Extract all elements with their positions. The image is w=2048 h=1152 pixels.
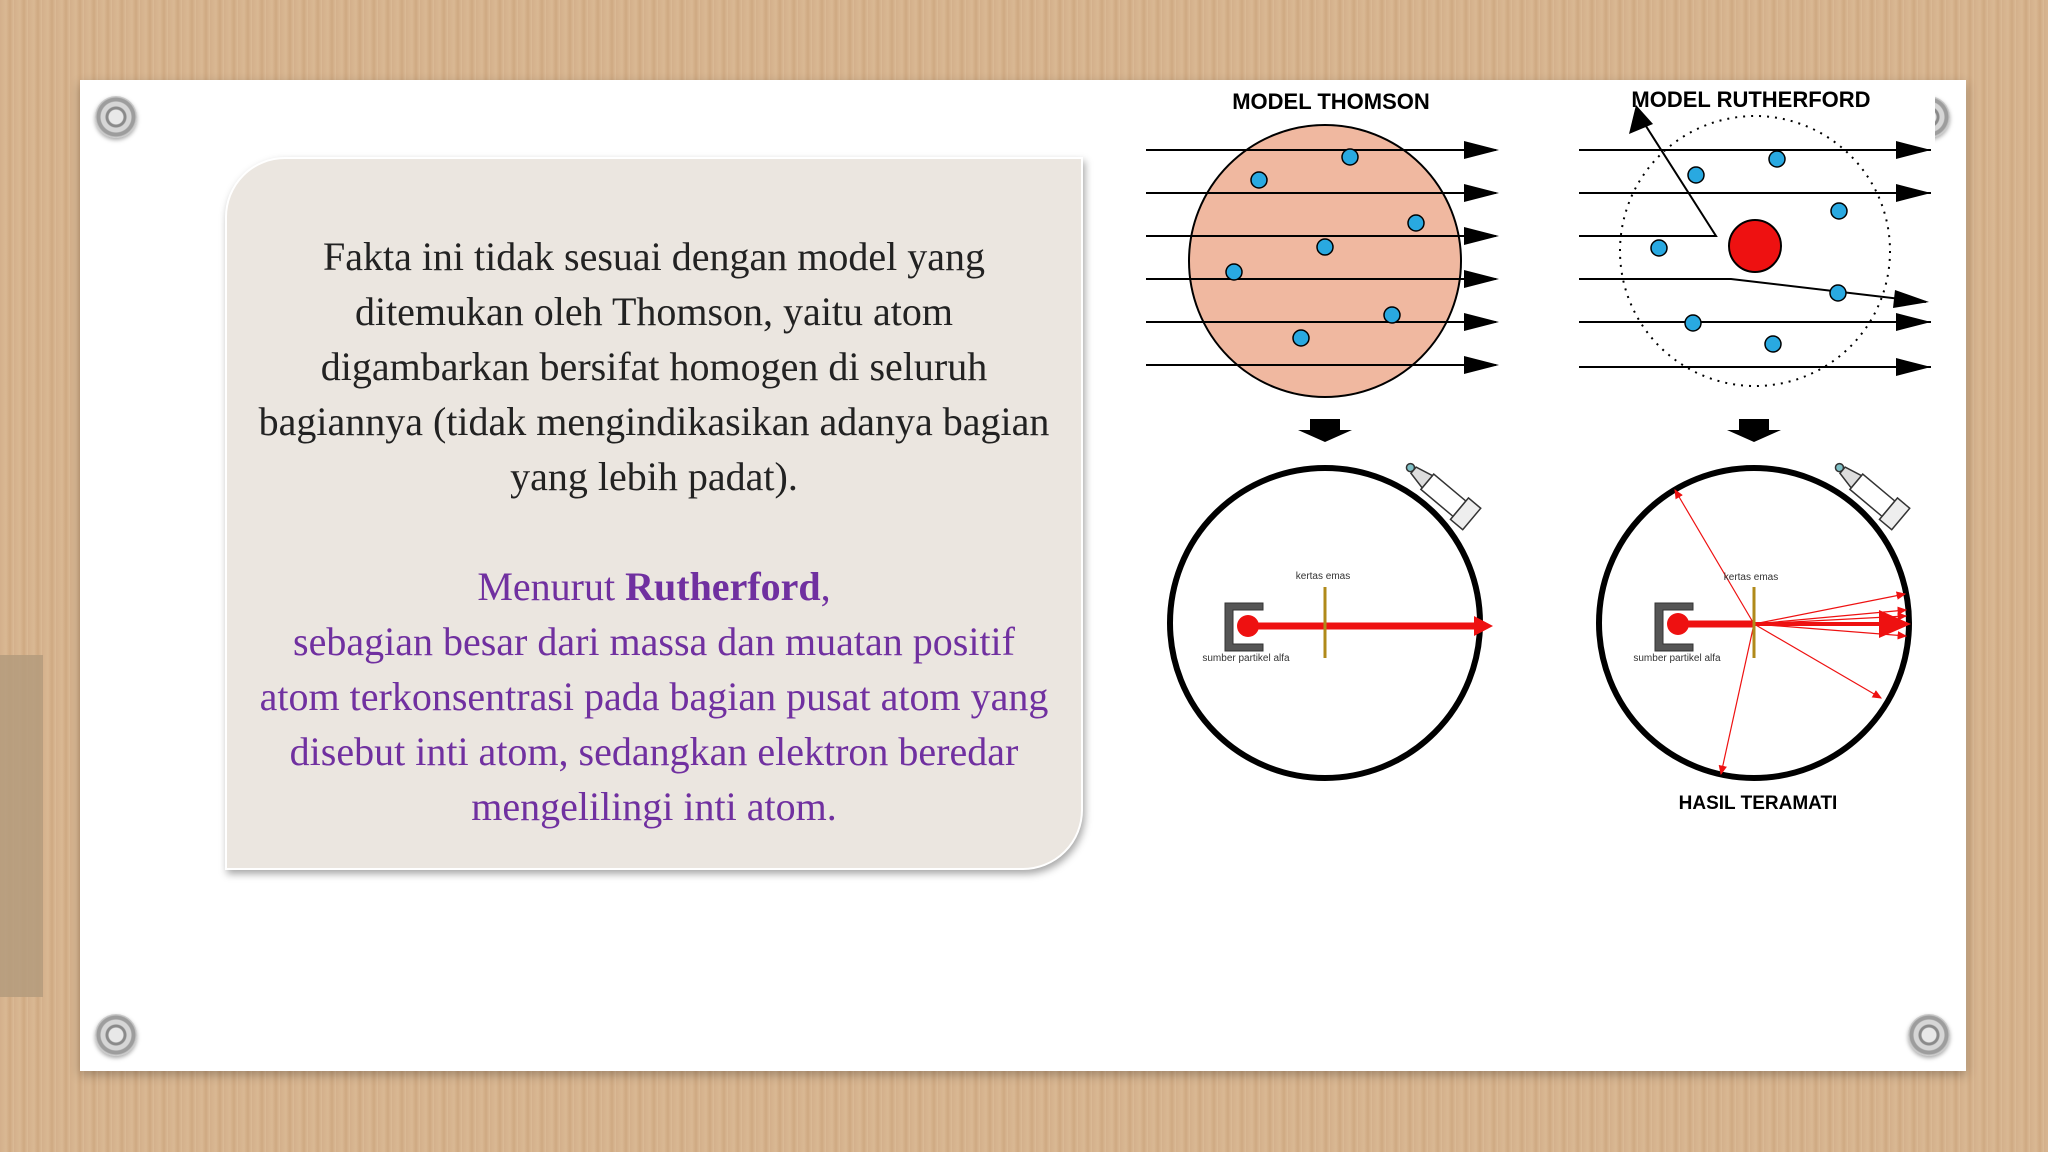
rutherford-emphasis: Rutherford xyxy=(625,564,821,609)
rivet-bottom-right xyxy=(1908,1014,1950,1056)
rutherford-body: sebagian besar dari massa dan muatan positif atom terkonsentrasi pada bagian pusat atom yang disebut inti atom, sedangkan elektron beredar mengelilingi inti atom. xyxy=(259,619,1049,829)
rutherford-source-label: sumber partikel alfa xyxy=(1633,653,1721,664)
caption-observed-result: HASIL TERAMATI xyxy=(1678,793,1838,814)
atom-model-diagram xyxy=(1141,80,1935,818)
rutherford-paragraph xyxy=(257,559,1051,834)
title-rutherford: MODEL RUTHERFORD xyxy=(1631,87,1871,112)
thomson-source-label: sumber partikel alfa xyxy=(1202,653,1290,664)
text-note xyxy=(225,157,1083,870)
title-thomson: MODEL THOMSON xyxy=(1232,89,1430,114)
rivet-top-left xyxy=(95,96,137,138)
rutherford-suffix: , xyxy=(820,564,831,609)
thomson-atom-sphere xyxy=(1189,125,1461,397)
thomson-foil-label: kertas emas xyxy=(1295,571,1351,582)
rutherford-prefix: Menurut xyxy=(477,564,626,609)
thomson-arrowheads xyxy=(1464,141,1499,374)
rutherford-foil-label: kertas emas xyxy=(1723,572,1779,583)
atom-model-figure xyxy=(1141,80,1935,818)
side-strip xyxy=(0,655,43,997)
down-arrow-icon xyxy=(1298,419,1781,442)
thomson-paragraph: Fakta ini tidak sesuai dengan model yang ditemukan oleh Thomson, yaitu atom digambarkan bersifat homogen di seluruh bagiannya (tidak mengindikasikan adanya bagian yang lebih padat). xyxy=(258,234,1050,499)
rivet-bottom-left xyxy=(95,1014,137,1056)
rutherford-nucleus xyxy=(1729,220,1781,272)
thomson-beam-head xyxy=(1474,616,1493,636)
